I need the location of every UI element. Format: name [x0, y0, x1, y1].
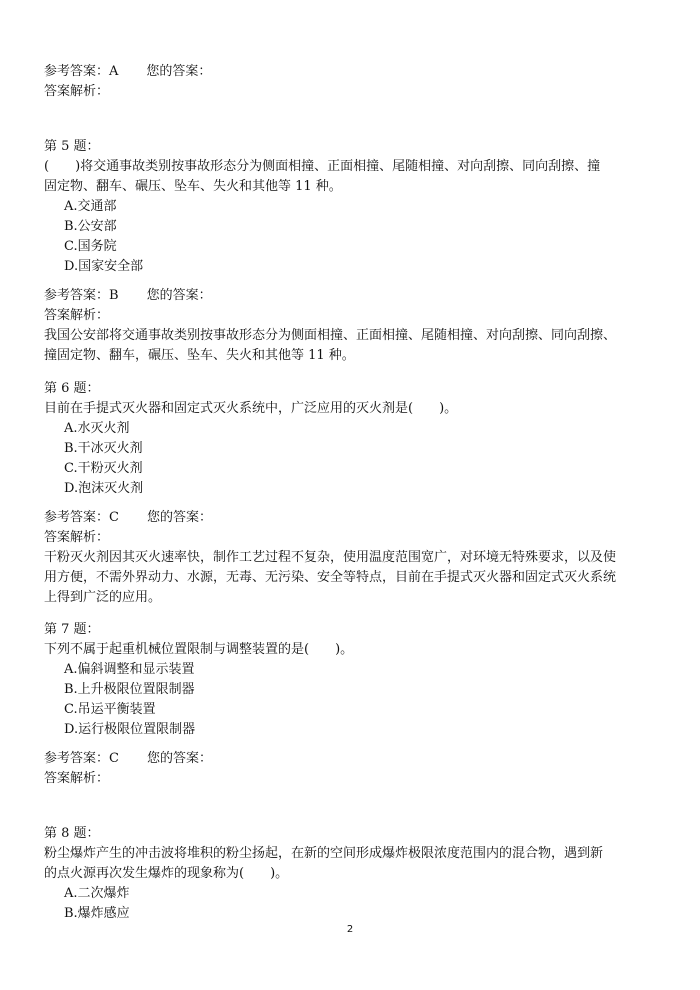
question-heading: 第 8 题：: [44, 826, 100, 841]
question-stem: 粉尘爆炸产生的冲击波将堆积的粉尘扬起，在新的空间形成爆炸极限浓度范围内的混合物，遇到新: [44, 846, 604, 861]
analysis-text: 用方便，不需外界动力、水源，无毒、无污染、安全等特点，目前在手提式灭火器和固定式灭火系统: [44, 570, 617, 585]
option: B.上升极限位置限制器: [64, 682, 195, 697]
ref-answer-value: C: [109, 751, 119, 766]
answer-line: [44, 286, 664, 306]
answer-line: [44, 749, 664, 769]
option: C.干粉灭火剂: [64, 461, 143, 476]
question-heading: 第 6 题：: [44, 381, 100, 396]
ref-answer-label: 参考答案：: [44, 288, 110, 303]
your-answer-label: 您的答案：: [146, 288, 212, 303]
analysis-text: 我国公安部将交通事故类别按事故形态分为侧面相撞、正面相撞、尾随相撞、对向刮擦、同向刮擦、: [44, 328, 617, 343]
option: B.爆炸感应: [64, 906, 130, 921]
ref-answer-label: 参考答案：: [44, 510, 110, 525]
option: D.泡沫灭火剂: [64, 481, 144, 496]
question-heading: 第 5 题：: [44, 139, 100, 154]
analysis-text: 上得到广泛的应用。: [44, 590, 162, 605]
question-stem: 的点火源再次发生爆炸的现象称为( )。: [44, 866, 289, 881]
option: D.国家安全部: [64, 259, 144, 274]
option: A.二次爆炸: [64, 886, 130, 901]
analysis-text: 撞固定物、翻车，碾压、坠车、失火和其他等 11 种。: [44, 348, 355, 363]
analysis-label: 答案解析：: [44, 308, 110, 323]
option: D.运行极限位置限制器: [64, 722, 196, 737]
question-stem: 目前在手提式灭火器和固定式灭火系统中，广泛应用的灭火剂是( )。: [44, 401, 458, 416]
your-answer-label: 您的答案：: [146, 751, 212, 766]
ref-answer-label: 参考答案：: [44, 64, 110, 79]
answer-line: [44, 508, 664, 528]
page-number: 2: [346, 924, 354, 935]
question-stem: ( )将交通事故类别按事故形态分为侧面相撞、正面相撞、尾随相撞、对向刮擦、同向刮擦、撞: [44, 159, 601, 174]
option: A.偏斜调整和显示装置: [64, 662, 195, 677]
question-heading: 第 7 题：: [44, 622, 100, 637]
analysis-text: 干粉灭火剂因其灭火速率快，制作工艺过程不复杂，使用温度范围宽广，对环境无特殊要求，以及使: [44, 550, 617, 565]
question-stem: 下列不属于起重机械位置限制与调整装置的是( )。: [44, 642, 354, 657]
option: B.干冰灭火剂: [64, 441, 143, 456]
option: B.公安部: [64, 219, 117, 234]
answer-line: [44, 62, 664, 82]
option: C.国务院: [64, 239, 117, 254]
option: C.吊运平衡装置: [64, 702, 156, 717]
question-stem: 固定物、翻车、碾压、坠车、失火和其他等 11 种。: [44, 179, 342, 194]
ref-answer-label: 参考答案：: [44, 751, 110, 766]
ref-answer-value: B: [109, 288, 119, 303]
analysis-label: 答案解析：: [44, 84, 110, 99]
ref-answer-value: C: [109, 510, 119, 525]
analysis-label: 答案解析：: [44, 771, 110, 786]
your-answer-label: 您的答案：: [146, 64, 212, 79]
ref-answer-value: A: [109, 64, 119, 79]
option: A.交通部: [64, 199, 117, 214]
your-answer-label: 您的答案：: [146, 510, 212, 525]
analysis-label: 答案解析：: [44, 530, 110, 545]
option: A.水灭火剂: [64, 421, 130, 436]
